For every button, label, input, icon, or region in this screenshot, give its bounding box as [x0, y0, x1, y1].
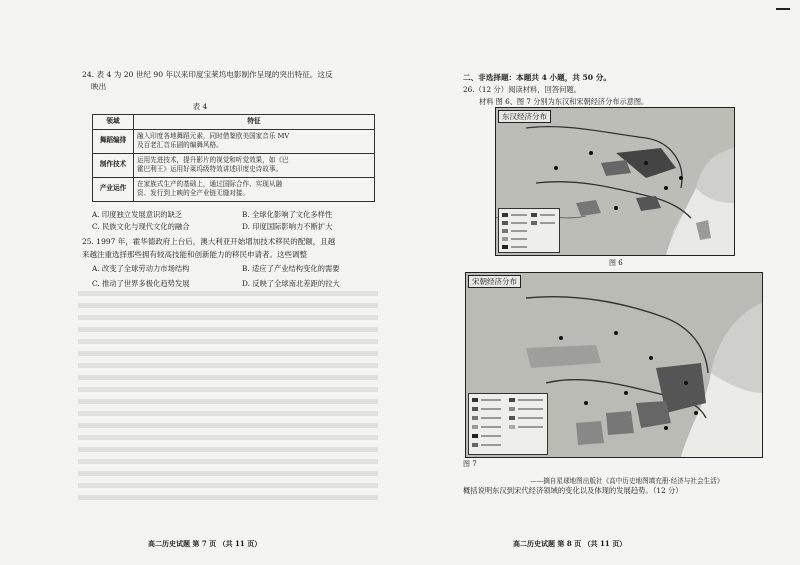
bleed-through-text [78, 290, 378, 500]
option-b[interactable]: B. 全球化影响了文化多样性 [242, 210, 333, 219]
option-b[interactable]: B. 适应了产业结构变化的需要 [242, 264, 340, 273]
option-a[interactable]: A. 改变了全球劳动力市场结构 [92, 264, 190, 273]
q25-options-row1 [92, 264, 392, 274]
figure-7-caption: 图 7 [463, 460, 477, 468]
question-26-head: 26.（12 分）阅读材料，回答问题。 [463, 85, 582, 94]
question-24-stem: 24. 表 4 为 20 世纪 90 年以来印度宝莱坞电影制作呈现的突出特征。这反 映出 [82, 70, 333, 91]
page-footer: 高二历史试题 第 7 页 （共 11 页） [148, 539, 262, 548]
map-title: 宋朝经济分布 [468, 275, 521, 288]
figure-6-caption: 图 6 [609, 259, 623, 267]
q24-options-row2 [92, 222, 392, 232]
table-row: 制作技术 运用先进技术，提升影片的视觉和听觉效果，如《巴 霍巴利王》运用好莱坞级特效讲述印度史诗故事。 [93, 153, 375, 177]
table-4 [92, 114, 375, 202]
table-4-title: 表 4 [192, 102, 208, 111]
table-header: 领域 特征 [93, 115, 375, 130]
table-row: 产业运作 在家族式生产的基础上，通过国际合作、实现从融 资、发行到上映的全产业链无缝对接。 [93, 177, 375, 201]
page-8 [400, 0, 800, 565]
question-25-stem: 25. 1997 年，霍华德政府上台后，澳大利亚开始增加技术移民的配额，且越 来越注重选择那些拥有较高技能和创新能力的移民申请者。这些调整 [82, 237, 336, 259]
page-footer: 高二历史试题 第 8 页 （共 11 页） [513, 539, 627, 548]
map-legend [498, 208, 560, 253]
legend-symbols [469, 394, 547, 454]
source-citation: ——摘自星球地图出版社《高中历史地图填充册·经济与社会生活》 [530, 477, 724, 485]
section-title: 二、非选择题：本题共 4 小题，共 50 分。 [463, 73, 611, 82]
map-song-dynasty [465, 272, 763, 458]
question-26-prompt: 概括说明东汉到宋代经济领域的变化以及体现的发展趋势。（12 分） [463, 486, 683, 495]
option-c[interactable]: C. 推动了世界多极化趋势发展 [92, 279, 190, 288]
option-d[interactable]: D. 印度国际影响力不断扩大 [242, 222, 333, 231]
map-legend [468, 393, 548, 455]
q25-options-row2 [92, 279, 392, 289]
option-a[interactable]: A. 印度独立发展意识的缺乏 [92, 210, 183, 219]
map-eastern-han [495, 107, 735, 256]
map-title: 东汉经济分布 [498, 110, 551, 123]
legend-symbols [499, 209, 559, 252]
option-c[interactable]: C. 民族文化与现代文化的融合 [92, 222, 190, 231]
q24-options-row1 [92, 210, 392, 220]
material-text: 材料 图 6、图 7 分别为东汉和宋朝经济分布示意图。 [479, 97, 649, 106]
table-row: 舞蹈编排 融入印度各地舞蹈元素，同时借鉴欧美国家音乐 MV 及百老汇音乐剧的编舞风格。 [93, 129, 375, 153]
option-d[interactable]: D. 反映了全球南北差距的拉大 [242, 279, 340, 288]
